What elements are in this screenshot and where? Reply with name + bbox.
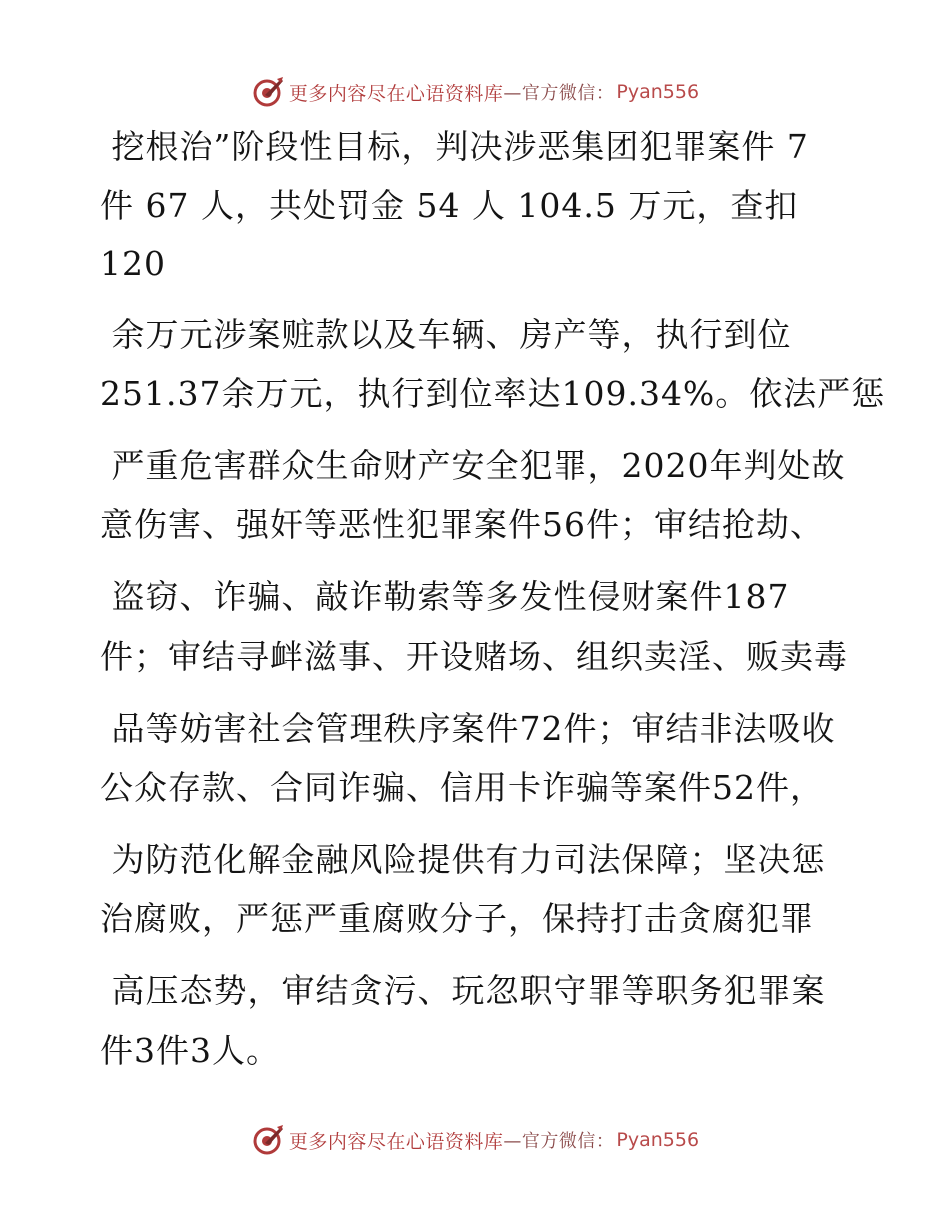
text-line: 件3件3人。 bbox=[100, 1031, 280, 1070]
text-line: 严重危害群众生命财产安全犯罪，2020年判处故 bbox=[100, 446, 846, 485]
text-line: 件 67 人，共处罚金 54 人 104.5 万元，查扣 bbox=[100, 186, 799, 225]
footer-watermark bbox=[0, 1120, 950, 1160]
watermark-id-text: Pyan556 bbox=[616, 1129, 700, 1151]
watermark-dash-text: —官方微信： bbox=[503, 83, 615, 104]
text-line: 为防范化解金融风险提供有力司法保障；坚决惩 bbox=[100, 840, 826, 879]
text-line: 件；审结寻衅滋事、开设赌场、组织卖淫、贩卖毒 bbox=[100, 637, 848, 676]
watermark-dash-text: —官方微信： bbox=[503, 1131, 615, 1152]
text-line: 公众存款、合同诈骗、信用卡诈骗等案件52件， bbox=[100, 768, 824, 807]
text-line: 盗窃、诈骗、敲诈勒索等多发性侵财案件187 bbox=[100, 577, 790, 616]
text-line: 余万元涉案赃款以及车辆、房产等，执行到位 bbox=[100, 315, 792, 354]
header-watermark bbox=[0, 72, 950, 112]
quill-logo-icon bbox=[251, 1123, 285, 1157]
quill-logo-icon bbox=[251, 75, 285, 109]
watermark-text: 更多内容尽在心语资料库 bbox=[288, 1130, 504, 1153]
text-line: 治腐败，严惩严重腐败分子，保持打击贪腐犯罪 bbox=[100, 899, 814, 938]
text-line: 251.37余万元，执行到位率达109.34%。依法严惩 bbox=[100, 374, 886, 413]
text-line: 意伤害、强奸等恶性犯罪案件56件；审结抢劫、 bbox=[100, 505, 824, 544]
text-line: 120 bbox=[100, 244, 166, 283]
text-line: 挖根治”阶段性目标，判决涉恶集团犯罪案件 7 bbox=[100, 127, 809, 166]
watermark-id-text: Pyan556 bbox=[616, 81, 700, 103]
text-line: 高压态势，审结贪污、玩忽职守罪等职务犯罪案 bbox=[100, 971, 826, 1010]
watermark-text: 更多内容尽在心语资料库 bbox=[288, 82, 504, 105]
text-line: 品等妨害社会管理秩序案件72件；审结非法吸收 bbox=[100, 709, 836, 748]
